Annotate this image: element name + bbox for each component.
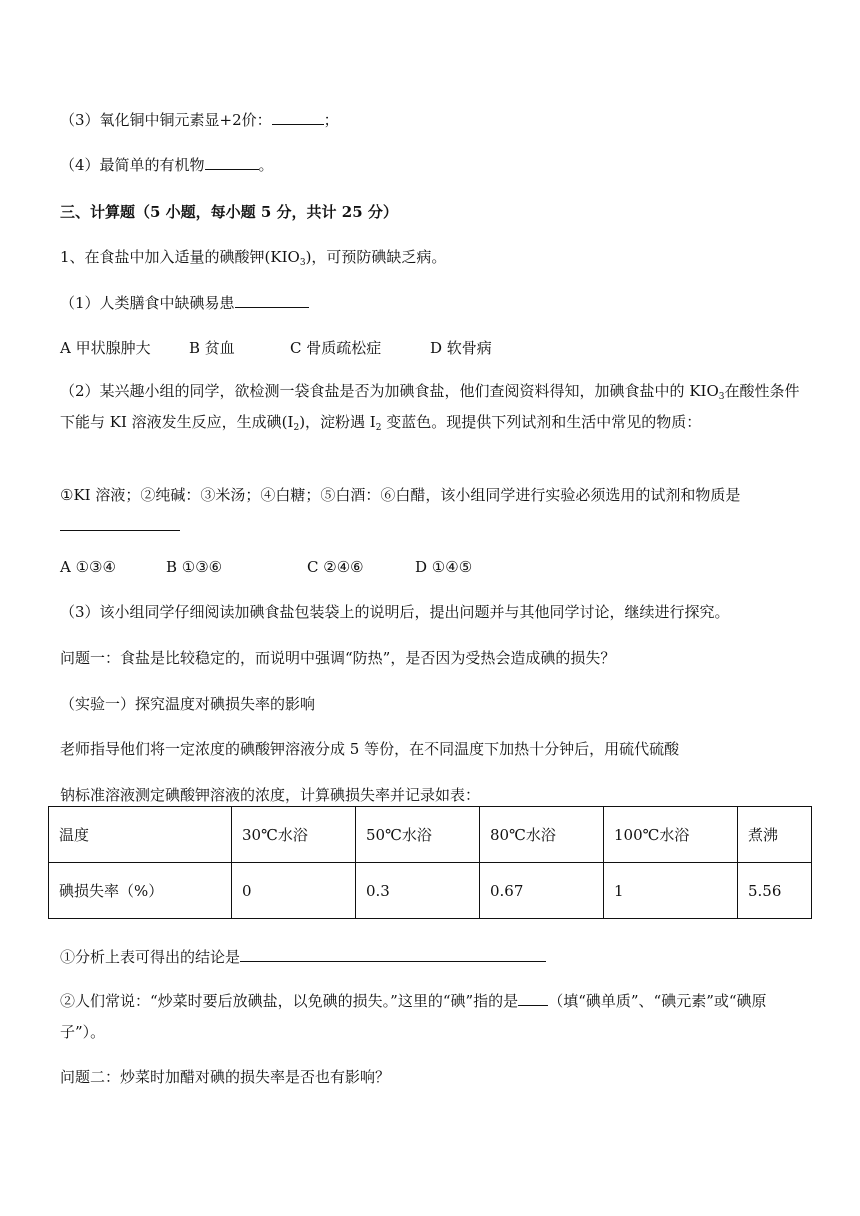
header-cell: 煮沸 bbox=[738, 807, 812, 863]
table-cell: 碘损失率（%） bbox=[49, 863, 232, 919]
answer-blank[interactable] bbox=[235, 293, 309, 308]
table-cell: 0.67 bbox=[480, 863, 604, 919]
header-cell: 80℃水浴 bbox=[480, 807, 604, 863]
option-b: B ①③⑥ bbox=[166, 558, 223, 576]
table-cell: 0.3 bbox=[356, 863, 480, 919]
table-row bbox=[49, 863, 812, 919]
header-cell: 30℃水浴 bbox=[232, 807, 356, 863]
question-3-line: （3）氧化铜中铜元素显+2价： ； bbox=[60, 111, 339, 129]
sub-1-options bbox=[60, 338, 492, 358]
table-header-row bbox=[49, 807, 812, 863]
option-a: A ①③④ bbox=[60, 558, 116, 576]
question-one: 问题一：食盐是比较稳定的，而说明中强调“防热”，是否因为受热会造成碘的损失？ bbox=[60, 649, 616, 667]
table-cell: 1 bbox=[604, 863, 738, 919]
option-b: B 贫血 bbox=[189, 339, 235, 357]
option-c: C 骨质疏松症 bbox=[290, 339, 382, 357]
section-heading: 三、计算题（5 小题，每小题 5 分，共计 25 分） bbox=[60, 203, 398, 221]
answer-blank[interactable] bbox=[240, 947, 546, 962]
reagent-list: ①KI 溶液；②纯碱：③米汤；④白糖；⑤白酒：⑥白醋，该小组同学进行实验必须选用的试剂和物质是 bbox=[60, 480, 805, 542]
question-two: 问题二：炒菜时加醋对碘的损失率是否也有影响？ bbox=[60, 1068, 391, 1086]
sub-2-options bbox=[60, 557, 472, 577]
problem-1-sub-1: （1）人类膳食中缺碘易患 bbox=[60, 293, 309, 313]
problem-1-sub-2: （2）某兴趣小组的同学，欲检测一袋食盐是否为加碘食盐，他们查阅资料得知，加碘食盐中的 $KIO_3$在酸性条件下能与 KI 溶液发生反应，生成碘$(I_2)$，淀粉遇 $I_2$ 变蓝色。现提供下列试剂和生活中常见的物质： bbox=[60, 382, 800, 433]
header-cell: 100℃水浴 bbox=[604, 807, 738, 863]
answer-blank[interactable] bbox=[518, 991, 548, 1006]
option-d: D 软骨病 bbox=[430, 339, 492, 357]
question-4-text: （4）最简单的有机物 bbox=[60, 156, 205, 174]
table-cell: 0 bbox=[232, 863, 356, 919]
question-4-line: （4）最简单的有机物 。 bbox=[60, 156, 274, 174]
option-c: C ②④⑥ bbox=[307, 558, 364, 576]
header-cell: 50℃水浴 bbox=[356, 807, 480, 863]
answer-blank[interactable] bbox=[205, 155, 259, 170]
answer-blank[interactable] bbox=[272, 110, 324, 125]
problem-1-intro: 1、在食盐中加入适量的碘酸钾$(KIO_3)$，可预防碘缺乏病。 bbox=[60, 248, 447, 268]
iodine-loss-table bbox=[48, 806, 812, 919]
header-cell: 温度 bbox=[49, 807, 232, 863]
teacher-text-2: 钠标准溶液测定碘酸钾溶液的浓度，计算碘损失率并记录如表： bbox=[60, 786, 481, 804]
problem-1-sub-3: （3）该小组同学仔细阅读加碘食盐包装袋上的说明后，提出问题并与其他同学讨论，继续进行探究。 bbox=[60, 603, 730, 621]
people-say-line: ②人们常说：“炒菜时要后放碘盐，以免碘的损失。”这里的“碘”指的是 （填“碘单质”、“碘元素”或“碘原子”）。 bbox=[60, 992, 767, 1041]
question-3-text: （3）氧化铜中铜元素显+2价： bbox=[60, 111, 272, 129]
analysis-line: ①分析上表可得出的结论是 bbox=[60, 947, 546, 967]
option-d: D ①④⑤ bbox=[415, 558, 473, 576]
option-a: A 甲状腺肿大 bbox=[60, 339, 151, 357]
teacher-text-1: 老师指导他们将一定浓度的碘酸钾溶液分成 5 等份，在不同温度下加热十分钟后，用硫代硫酸 bbox=[60, 740, 680, 758]
answer-blank[interactable] bbox=[60, 516, 180, 531]
table-cell: 5.56 bbox=[738, 863, 812, 919]
experiment-one: （实验一）探究温度对碘损失率的影响 bbox=[60, 695, 316, 713]
